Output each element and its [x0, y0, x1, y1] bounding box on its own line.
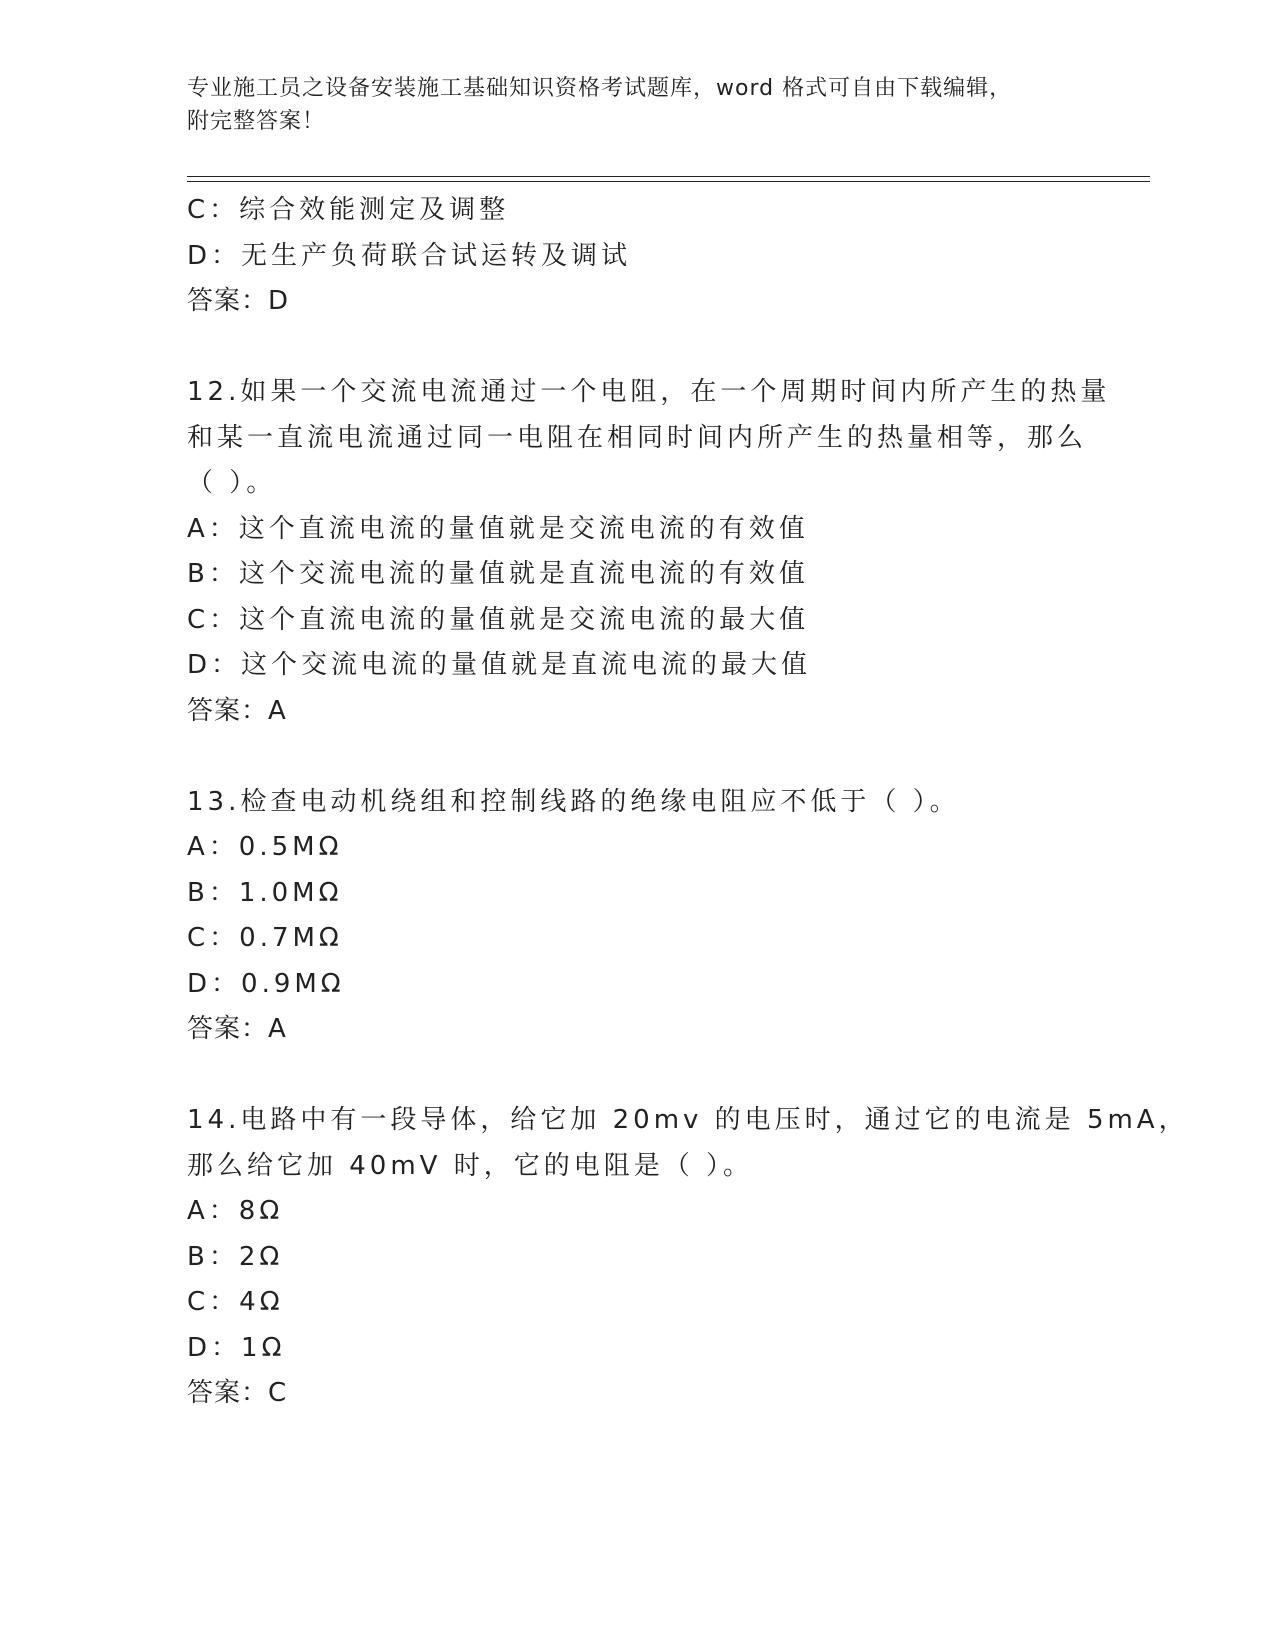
answer: 答案：A	[187, 695, 287, 726]
option-d: D：0.9MΩ	[187, 968, 345, 999]
question-stem-line: 13.检查电动机绕组和控制线路的绝缘电阻应不低于（ ）。	[187, 786, 960, 817]
answer: 答案：A	[187, 1014, 287, 1044]
question-stem-line: （ ）。	[187, 468, 277, 498]
carryover-question	[187, 188, 1087, 325]
question-13	[187, 780, 1087, 1053]
option-b: B：1.0MΩ	[187, 877, 343, 908]
option-a: A：0.5MΩ	[187, 832, 343, 862]
option-c: C：0.7MΩ	[187, 923, 343, 953]
spacer	[187, 1053, 1087, 1099]
question-stem-line: 那么给它加 40mV 时，它的电阻是（ ）。	[187, 1150, 753, 1181]
header-divider-bottom	[187, 181, 1150, 182]
option-c: C：4Ω	[187, 1287, 284, 1317]
question-12	[187, 370, 1111, 734]
question-stem-line: 14.电路中有一段导体，给它加 20mv 的电压时，通过它的电流是 5mA，	[187, 1105, 1189, 1135]
option-a: A：8Ω	[187, 1196, 284, 1226]
question-stem-line: 12.如果一个交流电流通过一个电阻，在一个周期时间内所产生的热量	[187, 377, 1111, 407]
header-line-1: 专业施工员之设备安装施工基础知识资格考试题库，word 格式可自由下载编辑，	[187, 76, 1013, 101]
question-14	[187, 1098, 1189, 1417]
header-line-2: 附完整答案！	[187, 109, 326, 134]
option-d: D：这个交流电流的量值就是直流电流的最大值	[187, 650, 812, 680]
answer: 答案：D	[187, 286, 290, 316]
option-a: A：这个直流电流的量值就是交流电流的有效值	[187, 513, 809, 544]
question-list	[187, 188, 1189, 1417]
document-header	[187, 72, 1067, 138]
spacer	[187, 734, 1087, 780]
option-c: C：这个直流电流的量值就是交流电流的最大值	[187, 604, 810, 635]
option-c: C：综合效能测定及调整	[187, 195, 510, 225]
option-d: D：无生产负荷联合试运转及调试	[187, 240, 632, 271]
answer: 答案：C	[187, 1378, 288, 1408]
option-d: D：1Ω	[187, 1332, 286, 1363]
header-divider-top	[187, 176, 1150, 177]
question-stem-line: 和某一直流电流通过同一电阻在相同时间内所产生的热量相等，那么	[187, 422, 1088, 453]
option-b: B：2Ω	[187, 1241, 284, 1272]
spacer	[187, 325, 1087, 371]
option-b: B：这个交流电流的量值就是直流电流的有效值	[187, 559, 809, 589]
